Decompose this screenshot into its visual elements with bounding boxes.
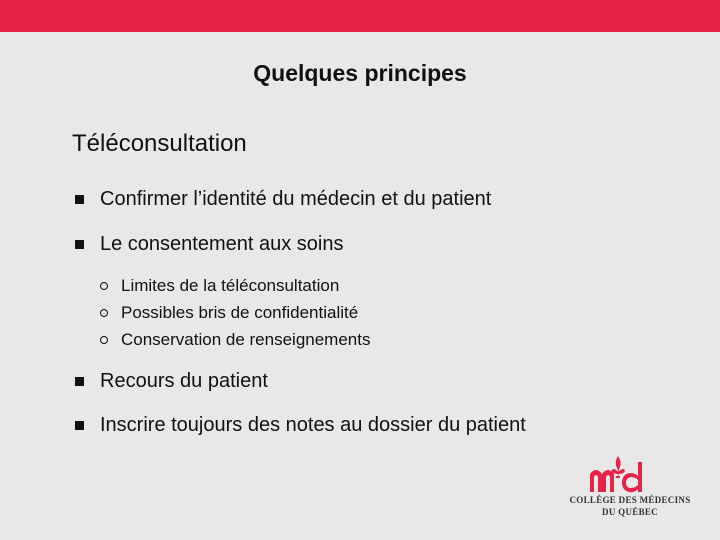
circle-bullet-icon (100, 336, 108, 344)
bullet-item (72, 188, 491, 211)
slide-title: Quelques principes (253, 60, 467, 86)
logo-text-line2: DU QUÉBEC (602, 507, 658, 517)
top-accent-bar (0, 0, 720, 32)
square-bullet-icon (75, 377, 84, 386)
sub-bullet-item (100, 276, 339, 296)
sub-bullet-item (100, 330, 370, 350)
bullet-text: Recours du patient (100, 370, 268, 392)
sub-bullet-item (100, 303, 358, 323)
sub-bullet-text: Conservation de renseignements (121, 330, 371, 349)
bullet-item (72, 414, 526, 437)
section-heading: Téléconsultation (72, 130, 247, 157)
bullet-item (72, 233, 344, 256)
square-bullet-icon (75, 421, 84, 430)
bullet-text: Le consentement aux soins (100, 233, 344, 255)
bullet-item (72, 370, 268, 393)
square-bullet-icon (75, 195, 84, 204)
bullet-text: Inscrire toujours des notes au dossier du patient (100, 414, 526, 436)
circle-bullet-icon (100, 309, 108, 317)
sub-bullet-text: Limites de la téléconsultation (121, 276, 340, 295)
bullet-text: Confirmer l’identité du médecin et du patient (100, 188, 492, 210)
sub-bullet-text: Possibles bris de confidentialité (121, 303, 359, 322)
logo-text-line1: COLLÈGE DES MÉDECINS (569, 495, 691, 505)
circle-bullet-icon (100, 282, 108, 290)
square-bullet-icon (75, 240, 84, 249)
